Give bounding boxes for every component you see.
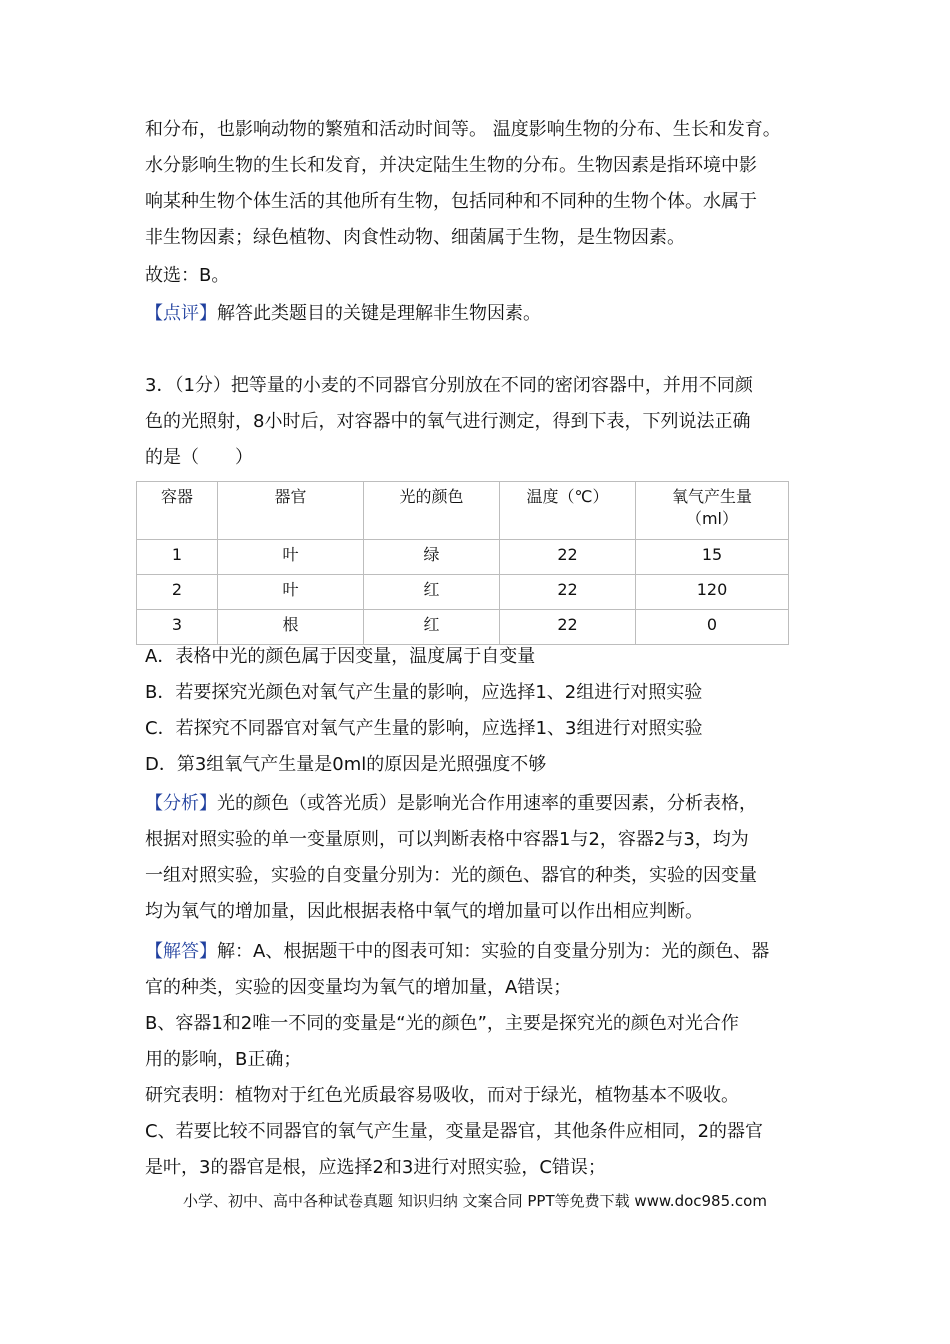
table-cell: 22 — [500, 540, 636, 575]
table-cell: 叶 — [218, 540, 364, 575]
solution-line: 用的影响，B正确； — [145, 1049, 302, 1070]
analysis-line: 根据对照实验的单一变量原则，可以判断表格中容器1与2，容器2与3，均为 — [145, 829, 749, 850]
text-line: 和分布，也影响动物的繁殖和活动时间等。 温度影响生物的分布、生长和发育。 — [145, 119, 781, 140]
text-line: 响某种生物个体生活的其他所有生物，包括同种和不同种的生物个体。水属于 — [145, 191, 757, 212]
table-cell: 红 — [364, 610, 500, 645]
review-text: 解答此类题目的关键是理解非生物因素。 — [217, 303, 541, 324]
solution-section — [145, 934, 810, 1186]
table-row — [137, 540, 789, 575]
analysis-section — [145, 786, 810, 930]
table-header-row — [137, 482, 789, 540]
table-cell: 22 — [500, 610, 636, 645]
table-cell: 0 — [636, 610, 789, 645]
header-cell — [636, 482, 789, 540]
solution-line: 官的种类，实验的因变量均为氧气的增加量，A错误； — [145, 977, 572, 998]
solution-first-line: 解：A、根据题干中的图表可知：实验的自变量分别为：光的颜色、器 — [217, 941, 770, 962]
table-cell: 120 — [636, 575, 789, 610]
previous-answer — [145, 260, 810, 292]
answer-options — [145, 639, 810, 783]
option-d: D．第3组氧气产生量是0ml的原因是光照强度不够 — [145, 754, 547, 775]
solution-tag: 【解答】 — [145, 941, 217, 962]
intro-paragraph — [145, 112, 810, 256]
previous-review — [145, 296, 810, 332]
question-stem — [145, 368, 810, 476]
question-line: 色的光照射，8小时后，对容器中的氧气进行测定，得到下表，下列说法正确 — [145, 411, 751, 432]
solution-line: C、若要比较不同器官的氧气产生量，变量是器官，其他条件应相同，2的器官 — [145, 1121, 764, 1142]
table-cell: 22 — [500, 575, 636, 610]
page-footer: 小学、初中、高中各种试卷真题 知识归纳 文案合同 PPT等免费下载 www.doc985.com — [183, 1192, 767, 1210]
table-cell: 叶 — [218, 575, 364, 610]
analysis-line: 一组对照实验，实验的自变量分别为：光的颜色、器官的种类，实验的因变量 — [145, 865, 757, 886]
review-tag: 【点评】 — [145, 303, 217, 324]
solution-line: 是叶，3的器官是根，应选择2和3进行对照实验，C错误； — [145, 1157, 606, 1178]
header-unit: （ml） — [685, 509, 739, 528]
solution-line: B、容器1和2唯一不同的变量是“光的颜色”，主要是探究光的颜色对光合作 — [145, 1013, 739, 1034]
header-text: 氧气产生量 — [671, 487, 752, 506]
header-cell: 器官 — [218, 482, 364, 540]
data-table — [136, 481, 789, 645]
solution-line: 研究表明：植物对于红色光质最容易吸收，而对于绿光，植物基本不吸收。 — [145, 1085, 739, 1106]
table-cell: 2 — [137, 575, 218, 610]
header-cell: 温度（℃） — [500, 482, 636, 540]
text-line: 非生物因素；绿色植物、肉食性动物、细菌属于生物，是生物因素。 — [145, 227, 685, 248]
table-row — [137, 575, 789, 610]
option-b: B．若要探究光颜色对氧气产生量的影响，应选择1、2组进行对照实验 — [145, 682, 703, 703]
header-cell: 容器 — [137, 482, 218, 540]
analysis-line: 均为氧气的增加量，因此根据表格中氧气的增加量可以作出相应判断。 — [145, 901, 703, 922]
analysis-first-line: 光的颜色（或答光质）是影响光合作用速率的重要因素，分析表格， — [217, 793, 757, 814]
table-cell: 1 — [137, 540, 218, 575]
table-cell: 红 — [364, 575, 500, 610]
analysis-tag: 【分析】 — [145, 793, 217, 814]
text-line: 水分影响生物的生长和发育，并决定陆生生物的分布。生物因素是指环境中影 — [145, 155, 757, 176]
question-line: 3．（1分）把等量的小麦的不同器官分别放在不同的密闭容器中，并用不同颜 — [145, 375, 753, 396]
option-a: A．表格中光的颜色属于因变量，温度属于自变量 — [145, 646, 536, 667]
option-c: C．若探究不同器官对氧气产生量的影响，应选择1、3组进行对照实验 — [145, 718, 703, 739]
table-cell: 15 — [636, 540, 789, 575]
question-line: 的是（ ） — [145, 447, 253, 468]
table-cell: 绿 — [364, 540, 500, 575]
table-cell: 3 — [137, 610, 218, 645]
answer-line: 故选：B。 — [145, 265, 230, 286]
header-cell: 光的颜色 — [364, 482, 500, 540]
table-cell: 根 — [218, 610, 364, 645]
